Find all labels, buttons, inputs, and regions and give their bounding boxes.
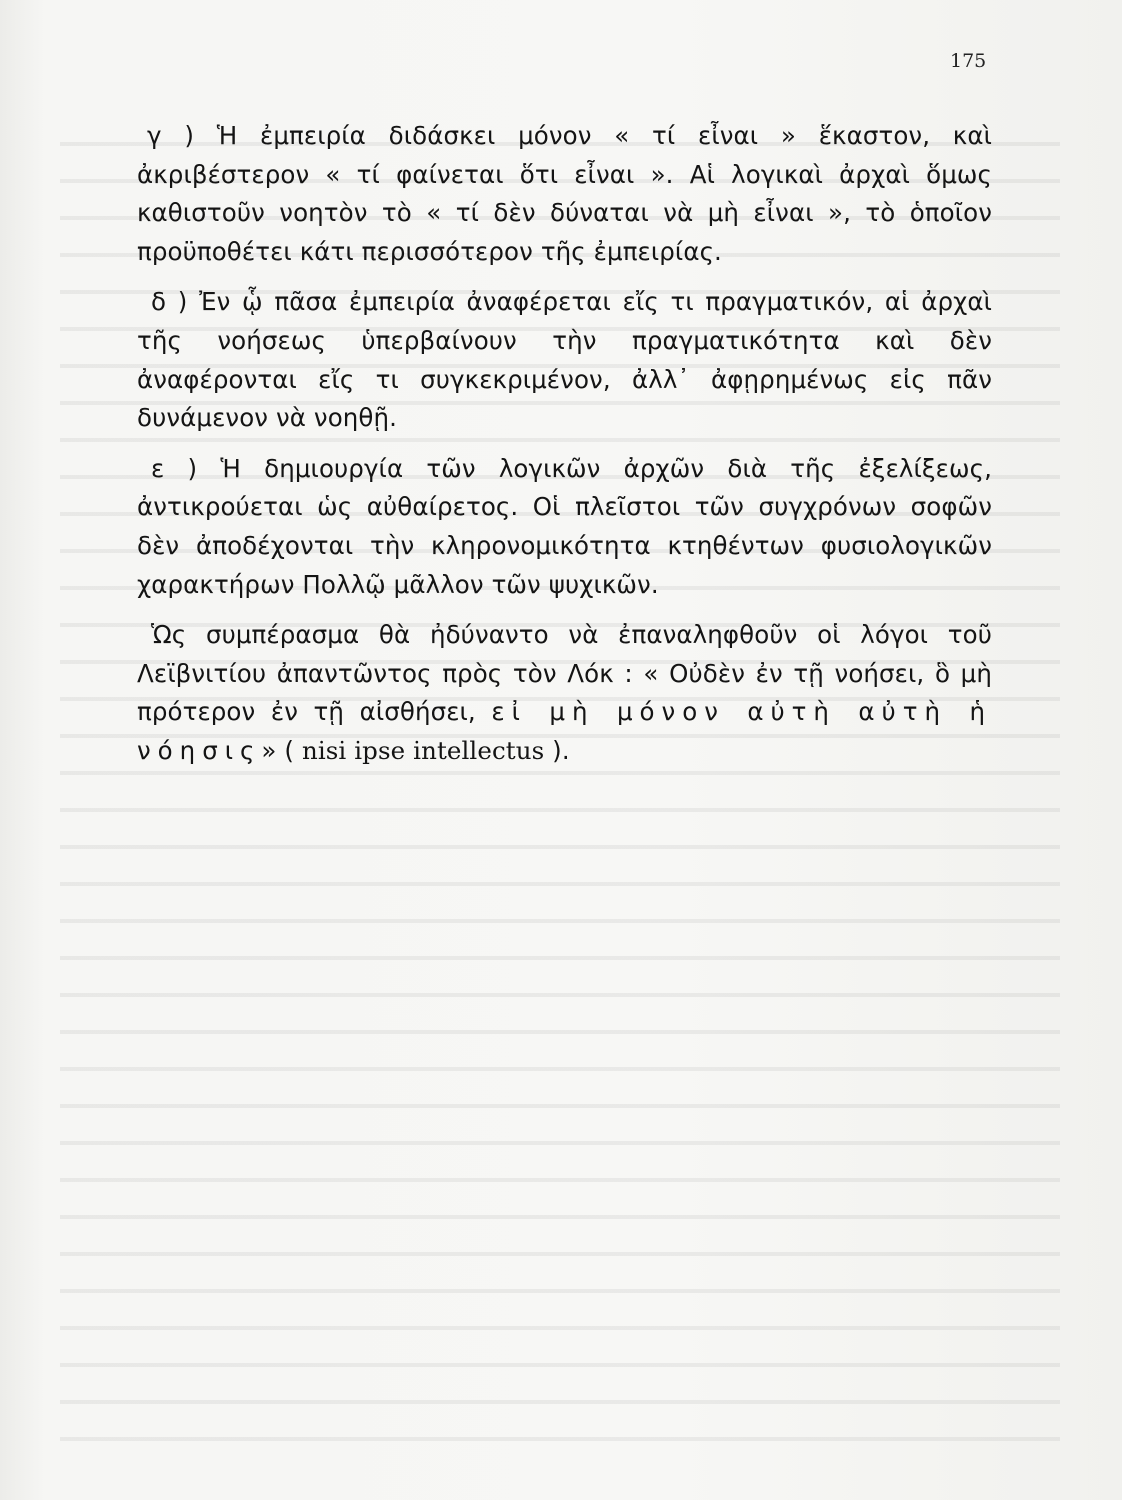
latin-quote: nisi ipse intellectus xyxy=(301,735,545,765)
conclusion-spaced-quote: εἰ μὴ μόνον αὐτὴ αὐτὴ ἡ νόησις xyxy=(137,697,992,765)
paragraph-gamma: γ ) Ἡ ἐμπειρία διδάσκει μόνον « τί εἶναι » ἕκαστον, καὶ ἀκριβέστερον « τί φαίνεται ὅτι εἶναι ». Αἱ λογικαὶ ἀρχαὶ ὅμως καθιστοῦν νοητὸν τὸ « τί δὲν δύναται νὰ μὴ εἶναι », τὸ ὁποῖον προϋποθέτει κάτι περισσότερον τῆς ἐμπειρίας. xyxy=(137,121,992,266)
page-number: 175 xyxy=(950,50,987,72)
paragraph-conclusion xyxy=(137,616,992,770)
paragraph-epsilon: ε ) Ἡ δημιουργία τῶν λογικῶν ἀρχῶν διὰ τῆς ἐξελίξεως, ἀντικρούεται ὡς αὐθαίρετος. Οἱ πλεῖστοι τῶν συγχρόνων σοφῶν δὲν ἀποδέχονται τὴν κληρονομικότητα κτηθέντων φυσιολογικῶν χαρακτήρων Πολλῷ μᾶλλον τῶν ψυχικῶν. xyxy=(137,453,992,599)
conclusion-close: » ( xyxy=(261,735,295,765)
body-text xyxy=(137,117,992,783)
conclusion-end: ). xyxy=(552,735,570,765)
paragraph-delta: δ ) Ἐν ᾧ πᾶσα ἐμπειρία ἀναφέρεται εἴς τι πραγματικόν, αἱ ἀρχαὶ τῆς νοήσεως ὑπερβαίνουν τὴν πραγματικότητα καὶ δὲν ἀναφέρονται εἴς τι συγκεκριμένον, ἀλλ᾽ ἀφῃρημένως εἰς πᾶν δυνάμενον νὰ νοηθῇ. xyxy=(137,287,992,433)
conclusion-lead: Ὡς συμπέρασμα θὰ ἠδύναντο νὰ ἐπαναληφθοῦν οἱ λόγοι τοῦ Λεϊβνιτίου ἀπαντῶντος πρὸς τὸν Λόκ : « Οὐδὲν ἐν τῇ νοήσει, ὃ μὴ πρότερον ἐν τῇ αἰσθήσει, xyxy=(137,620,992,727)
